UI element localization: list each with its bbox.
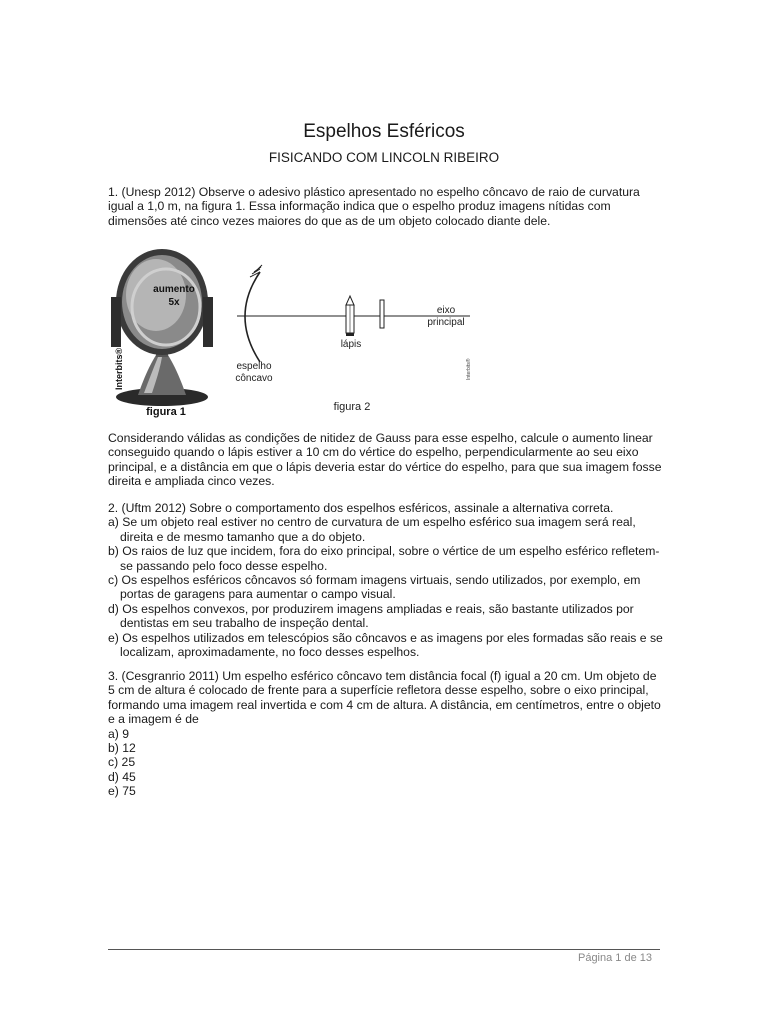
question-3-option: d) 45: [108, 769, 136, 784]
question-2-option: a) Se um objeto real estiver no centro de curvatura de um espelho esférico sua imagem será real, direita e de mesmo tamanho que a do objeto.: [108, 515, 636, 544]
question-1-figures: [100, 245, 480, 425]
figure-2-caption: figura 2: [333, 401, 371, 413]
label-mirror-2: côncavo: [235, 373, 273, 384]
footer-divider: [108, 949, 660, 950]
label-mirror-1: espelho: [236, 361, 272, 372]
question-1-text: 1. (Unesp 2012) Observe o adesivo plástico apresentado no espelho côncavo de raio de curvatura igual a 1,0 m, na figura 1. Essa informação indica que o espelho produz imagens nítidas com dimensões até cinco vezes maiores do que as de um objeto colocado diante dele.: [108, 185, 640, 228]
page-title: Espelhos Esféricos: [303, 121, 465, 142]
sticker-line-2: 5x: [168, 297, 180, 308]
question-2-option: e) Os espelhos utilizados em telescópios são côncavos e as imagens por eles formadas são reais e se localizam, aproximadamente, no foco desses espelhos.: [108, 630, 663, 660]
question-2-option: c) Os espelhos esféricos côncavos só formam imagens virtuais, sendo utilizados, por exemplo, em portas de garagens para aumentar o campo visual.: [108, 573, 641, 602]
figure-2-watermark: Interbits®: [466, 358, 472, 380]
label-pencil: lápis: [340, 339, 362, 350]
question-2-option: b) Os raios de luz que incidem, fora do eixo principal, sobre o vértice de um espelho esférico refletem-se passando pelo foco desse espelho.: [108, 544, 660, 573]
figure-2-diagram: [235, 265, 472, 413]
figure-1-caption: figura 1: [146, 406, 186, 418]
figure-1-watermark: Interbits®: [114, 347, 124, 390]
question-3-option: c) 25: [108, 755, 136, 770]
question-3-option: a) 9: [108, 726, 130, 741]
question-3-option: e) 75: [108, 784, 136, 799]
question-3-option: b) 12: [108, 741, 136, 756]
label-axis-1: eixo: [436, 305, 456, 316]
figures-svg: [100, 245, 480, 425]
question-2-stem: 2. (Uftm 2012) Sobre o comportamento dos espelhos esféricos, assinale a alternativa correta.: [108, 501, 614, 515]
page-number: Página 1 de 13: [577, 952, 652, 964]
question-3-stem: 3. (Cesgranrio 2011) Um espelho esférico côncavo tem distância focal (f) igual a 20 cm. Um objeto de 5 cm de altura é colocado de frente para a superfície refletora desse espelho, sobre o eixo principal, formando uma imagem real invertida e com 4 cm de altura. A distância, em centímetros, entre o objeto e a imagem é de: [108, 669, 661, 727]
question-1-prompt: [108, 431, 664, 489]
label-axis-2: principal: [427, 317, 465, 328]
question-1-prompt-text: Considerando válidas as condições de nitidez de Gauss para esse espelho, calcule o aumento linear conseguido quando o lápis estiver a 10 cm do vértice do espelho, perpendicularmente ao seu eixo principal, e a distância em que o lápis deveria estar do vértice do espelho, para que sua imagem fosse direita e ampliada cinco vezes.: [108, 431, 662, 489]
question-3: [108, 669, 664, 799]
question-1: [108, 185, 664, 228]
figure-1-mirror-photo: [111, 249, 213, 418]
page-subtitle: FISICANDO COM LINCOLN RIBEIRO: [268, 150, 500, 165]
question-2: [108, 501, 664, 659]
question-2-option: d) Os espelhos convexos, por produzirem imagens ampliadas e reais, são bastante utilizados por dentistas em seu trabalho de inspeção dental.: [108, 601, 634, 631]
sticker-line-1: aumento: [153, 284, 195, 295]
